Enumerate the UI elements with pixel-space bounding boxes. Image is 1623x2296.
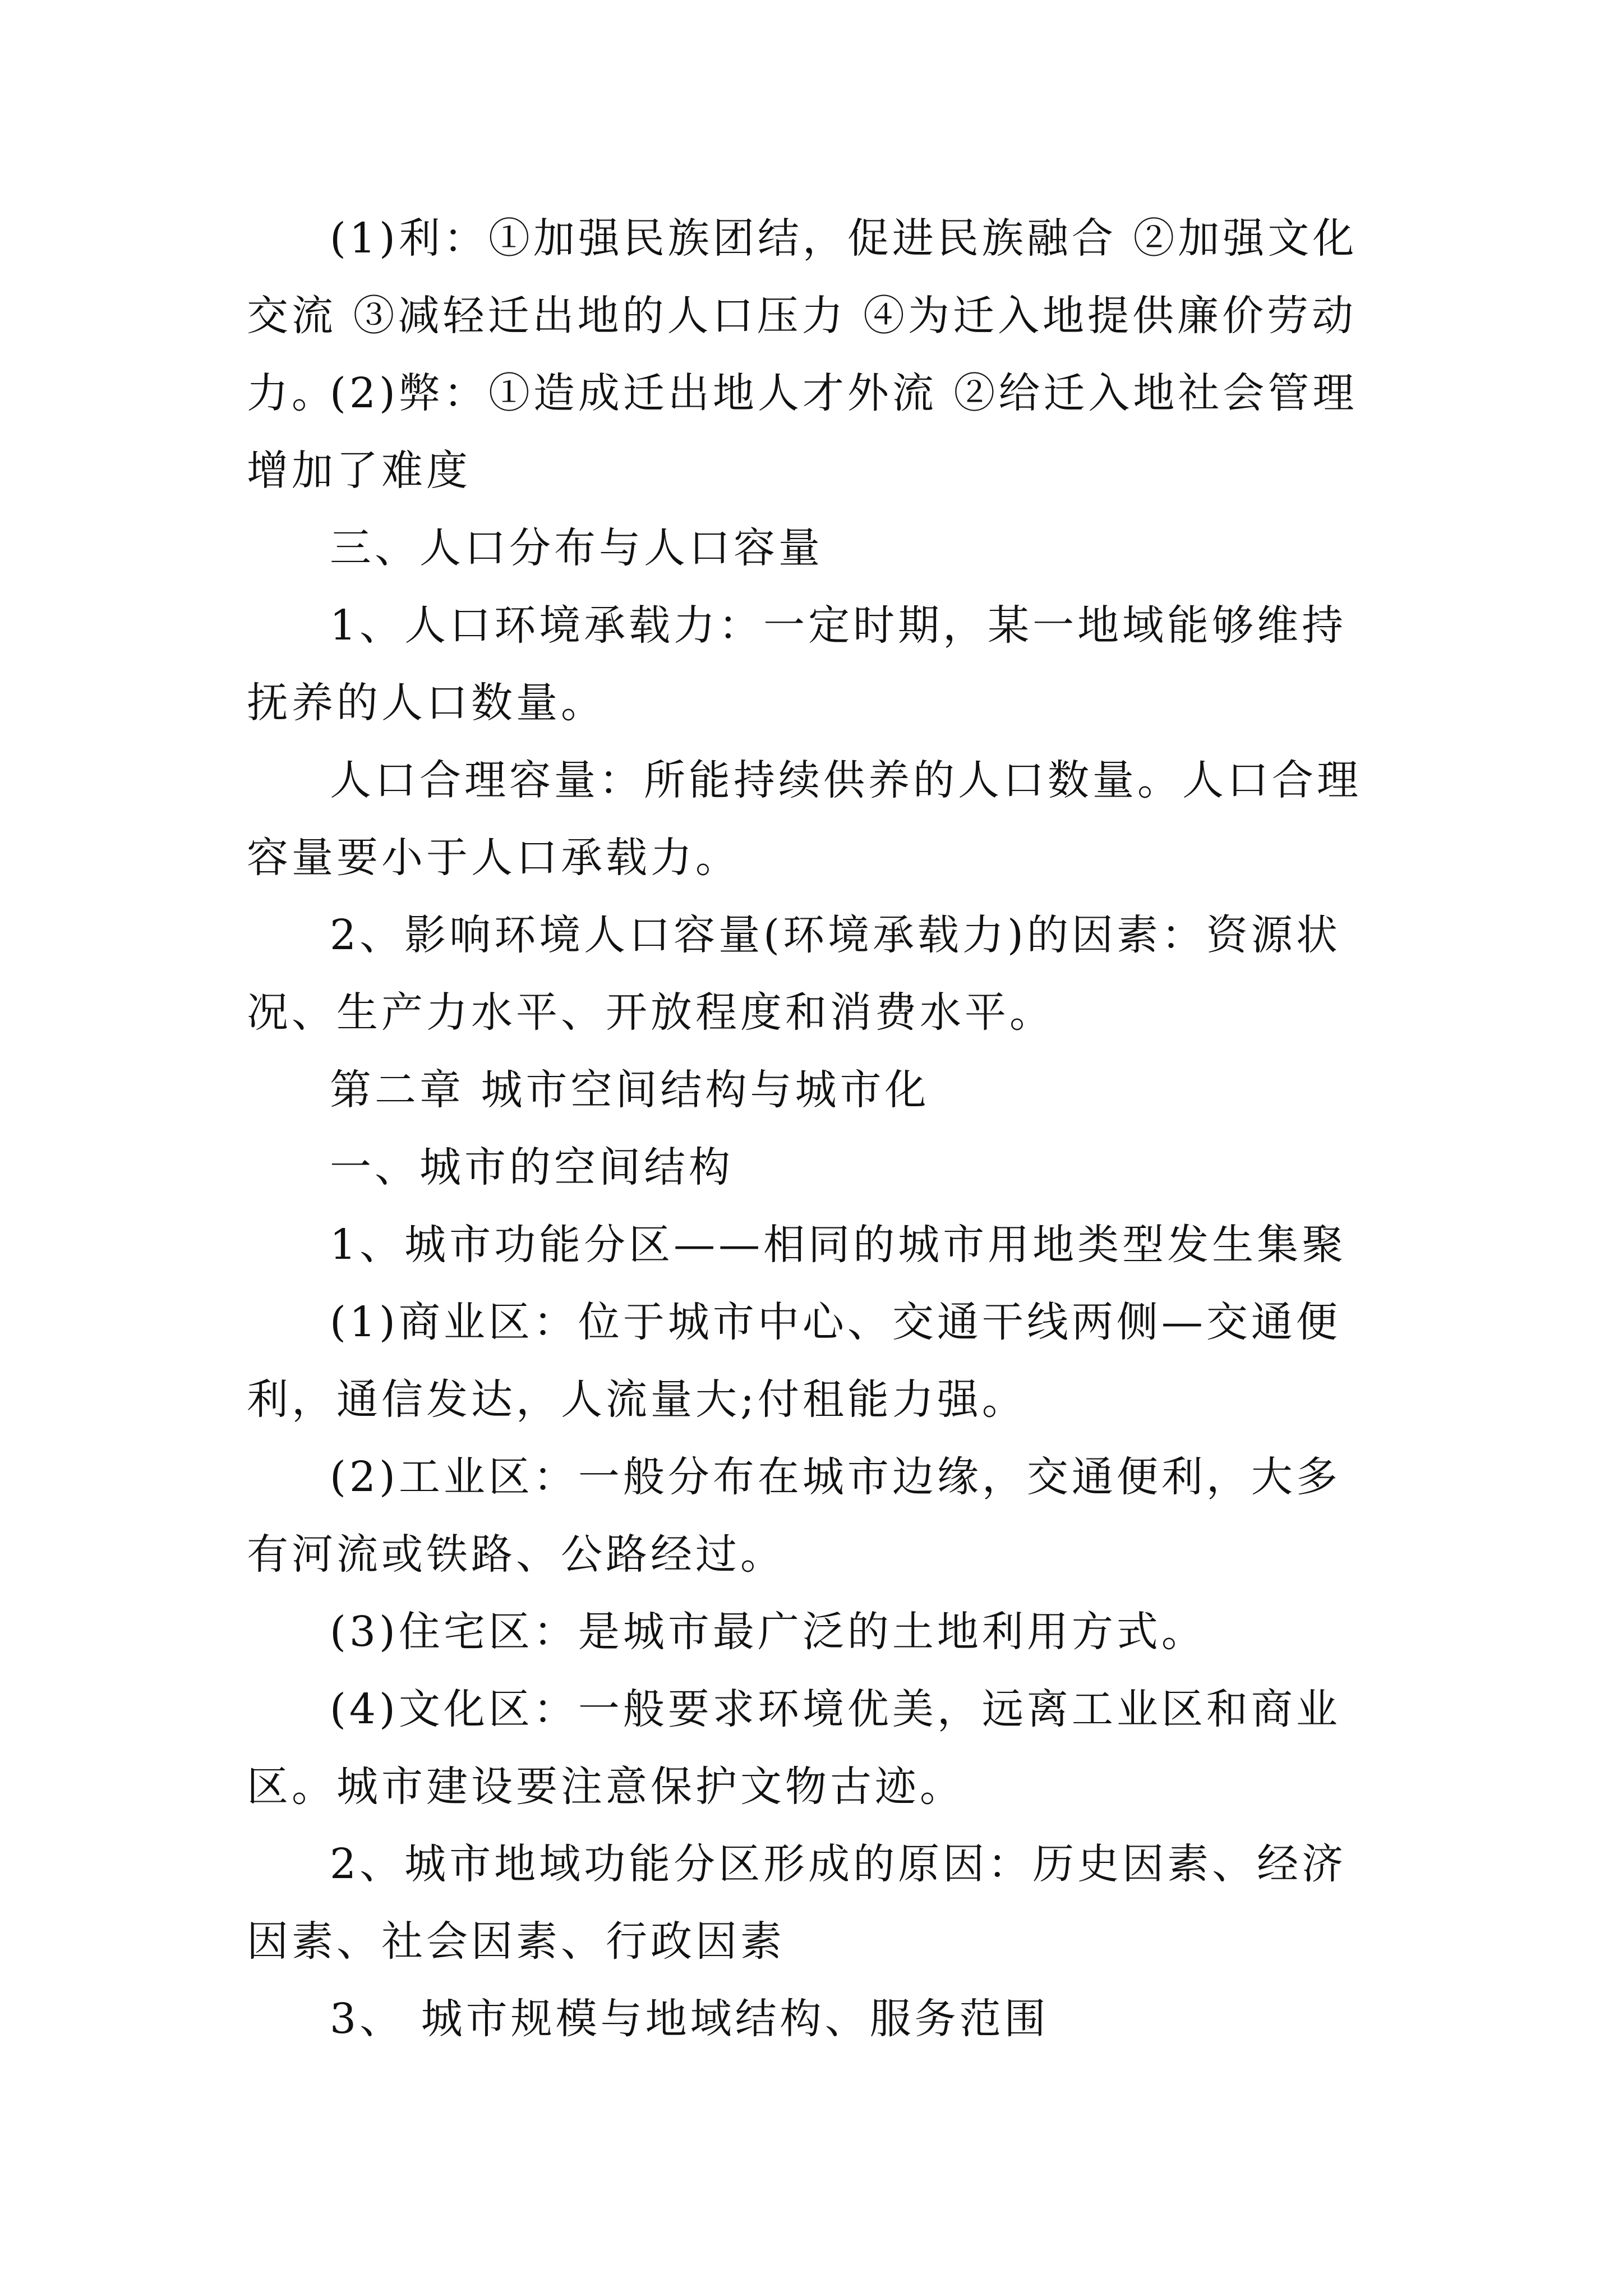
paragraph-industrial-zone: (2)工业区：一般分布在城市边缘，交通便利，大多有河流或铁路、公路经过。: [247, 1453, 1341, 1579]
paragraph-city-scale: 3、 城市规模与地域结构、服务范围: [330, 1995, 1049, 2043]
paragraph-carrying-capacity: 1、人口环境承载力：一定时期，某一地域能够维持抚养的人口数量。: [247, 601, 1347, 727]
paragraph-migration-benefits: (1)利：①加强民族团结，促进民族融合 ②加强文化交流 ③减轻迁出地的人口压力 ④为迁入地提供廉价劳动力。: [247, 214, 1358, 417]
section-heading-population-capacity: 三、人口分布与人口容量: [330, 524, 823, 572]
paragraph-capacity-factors: 2、影响环境人口容量(环境承载力)的因素：资源状况、生产力水平、开放程度和消费水平。: [247, 911, 1341, 1037]
section-heading-urban-spatial-structure: 一、城市的空间结构: [330, 1143, 734, 1191]
paragraph-zoning-causes: 2、城市地域功能分区形成的原因：历史因素、经济因素、社会因素、行政因素: [247, 1840, 1347, 1966]
paragraph-reasonable-capacity: 人口合理容量：所能持续供养的人口数量。人口合理容量要小于人口承载力。: [247, 756, 1362, 882]
paragraph-functional-zoning: 1、城市功能分区——相同的城市用地类型发生集聚: [330, 1221, 1347, 1269]
paragraph-commercial-zone: (1)商业区：位于城市中心、交通干线两侧—交通便利，通信发达，人流量大;付租能力强。: [247, 1298, 1341, 1424]
chapter-heading-urban-structure: 第二章 城市空间结构与城市化: [330, 1066, 930, 1114]
paragraph-cultural-zone: (4)文化区：一般要求环境优美，远离工业区和商业区。城市建设要注意保护文物古迹。: [247, 1685, 1341, 1811]
paragraph-migration-drawbacks: (2)弊：①造成迁出地人才外流 ②给迁入地社会管理增加了难度: [247, 369, 1358, 495]
paragraph-residential-zone: (3)住宅区：是城市最广泛的土地利用方式。: [330, 1608, 1206, 1656]
